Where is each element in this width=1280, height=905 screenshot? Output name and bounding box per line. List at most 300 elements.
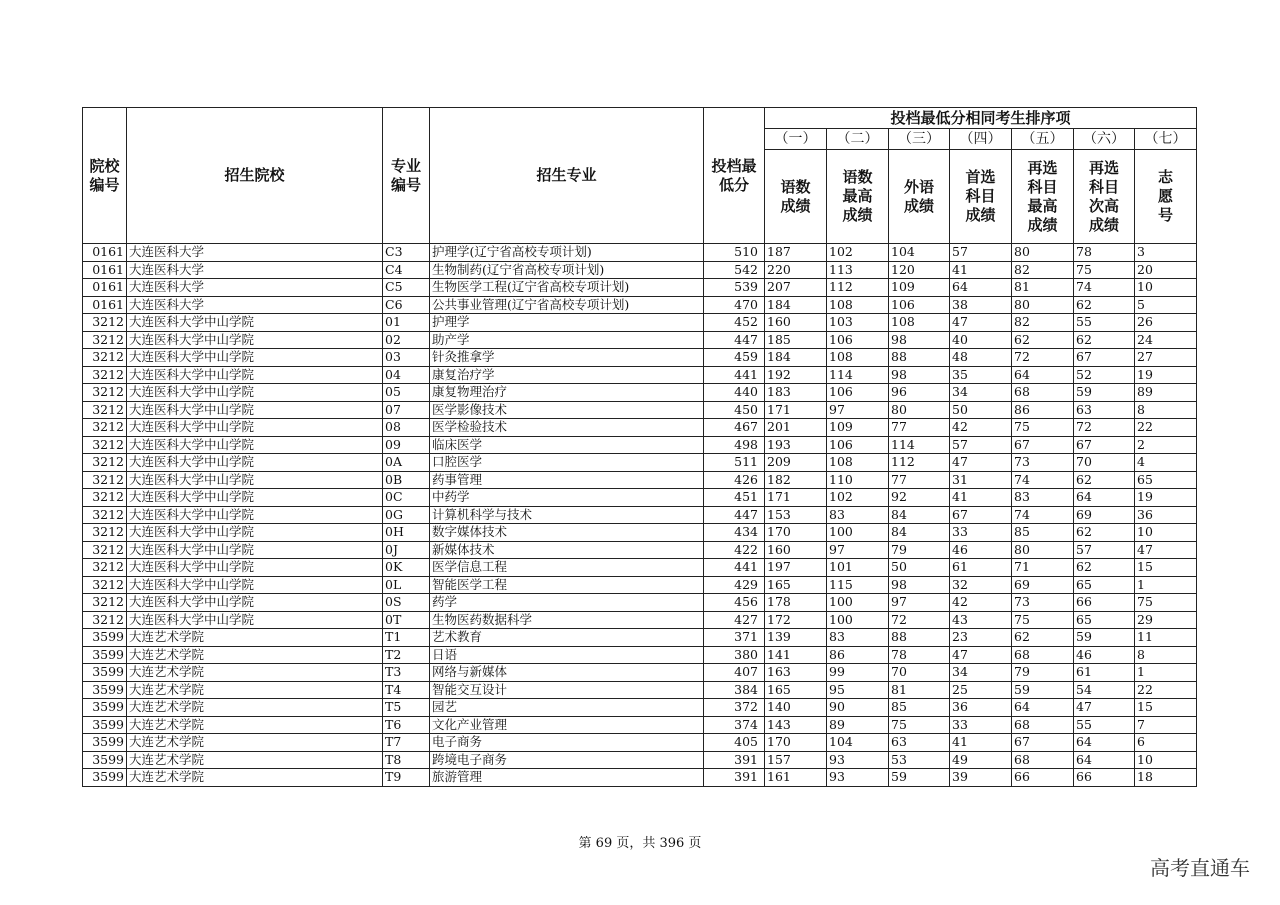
score-5-cell: 59 <box>1012 681 1074 699</box>
volunteer-no-cell: 75 <box>1135 594 1197 612</box>
table-row <box>83 681 1197 699</box>
school-code-cell: 3212 <box>83 331 127 349</box>
table-row <box>83 401 1197 419</box>
school-name-cell: 大连医科大学中山学院 <box>127 541 383 559</box>
school-code-cell: 3212 <box>83 454 127 472</box>
score-5-cell: 75 <box>1012 611 1074 629</box>
score-4-cell: 48 <box>950 349 1012 367</box>
score-1-cell: 163 <box>765 664 827 682</box>
header-sort-num: （一） <box>765 129 827 150</box>
school-name-cell: 大连艺术学院 <box>127 699 383 717</box>
header-min-score: 投档最低分 <box>704 108 765 244</box>
score-1-cell: 209 <box>765 454 827 472</box>
score-1-cell: 197 <box>765 559 827 577</box>
score-4-cell: 57 <box>950 436 1012 454</box>
score-4-cell: 36 <box>950 699 1012 717</box>
score-1-cell: 183 <box>765 384 827 402</box>
volunteer-no-cell: 1 <box>1135 664 1197 682</box>
min-score-cell: 539 <box>704 279 765 297</box>
score-3-cell: 96 <box>889 384 950 402</box>
score-3-cell: 50 <box>889 559 950 577</box>
score-6-cell: 67 <box>1074 349 1135 367</box>
score-2-cell: 83 <box>827 506 889 524</box>
min-score-cell: 405 <box>704 734 765 752</box>
header-sort-item: 外语成绩 <box>889 150 950 244</box>
min-score-cell: 451 <box>704 489 765 507</box>
score-4-cell: 64 <box>950 279 1012 297</box>
school-name-cell: 大连医科大学中山学院 <box>127 314 383 332</box>
min-score-cell: 459 <box>704 349 765 367</box>
major-code-cell: C3 <box>383 244 430 262</box>
school-name-cell: 大连艺术学院 <box>127 751 383 769</box>
school-code-cell: 3212 <box>83 471 127 489</box>
score-1-cell: 172 <box>765 611 827 629</box>
table-row <box>83 261 1197 279</box>
score-4-cell: 32 <box>950 576 1012 594</box>
score-3-cell: 98 <box>889 576 950 594</box>
score-2-cell: 110 <box>827 471 889 489</box>
school-code-cell: 3599 <box>83 751 127 769</box>
header-school: 招生院校 <box>127 108 383 244</box>
major-name-cell: 临床医学 <box>430 436 704 454</box>
score-1-cell: 201 <box>765 419 827 437</box>
score-6-cell: 65 <box>1074 576 1135 594</box>
score-3-cell: 78 <box>889 646 950 664</box>
major-code-cell: 09 <box>383 436 430 454</box>
score-3-cell: 88 <box>889 629 950 647</box>
major-name-cell: 药事管理 <box>430 471 704 489</box>
major-name-cell: 旅游管理 <box>430 769 704 787</box>
score-2-cell: 97 <box>827 401 889 419</box>
page-footer: 第 69 页，共 396 页 <box>578 836 702 851</box>
major-name-cell: 康复治疗学 <box>430 366 704 384</box>
score-3-cell: 77 <box>889 419 950 437</box>
school-code-cell: 3212 <box>83 436 127 454</box>
school-code-cell: 3599 <box>83 769 127 787</box>
score-3-cell: 81 <box>889 681 950 699</box>
score-5-cell: 62 <box>1012 331 1074 349</box>
min-score-cell: 470 <box>704 296 765 314</box>
score-3-cell: 97 <box>889 594 950 612</box>
score-4-cell: 42 <box>950 419 1012 437</box>
score-1-cell: 193 <box>765 436 827 454</box>
min-score-cell: 407 <box>704 664 765 682</box>
table-row <box>83 244 1197 262</box>
header-sort-item: 志愿号 <box>1135 150 1197 244</box>
score-1-cell: 139 <box>765 629 827 647</box>
school-name-cell: 大连艺术学院 <box>127 646 383 664</box>
school-code-cell: 3599 <box>83 629 127 647</box>
table-row <box>83 734 1197 752</box>
score-4-cell: 67 <box>950 506 1012 524</box>
min-score-cell: 450 <box>704 401 765 419</box>
score-5-cell: 66 <box>1012 769 1074 787</box>
score-2-cell: 93 <box>827 769 889 787</box>
volunteer-no-cell: 2 <box>1135 436 1197 454</box>
table-row <box>83 506 1197 524</box>
school-name-cell: 大连医科大学中山学院 <box>127 401 383 419</box>
score-5-cell: 80 <box>1012 541 1074 559</box>
table-row <box>83 366 1197 384</box>
table-row <box>83 454 1197 472</box>
score-5-cell: 85 <box>1012 524 1074 542</box>
table-body <box>83 244 1197 787</box>
major-code-cell: 0G <box>383 506 430 524</box>
school-name-cell: 大连艺术学院 <box>127 664 383 682</box>
major-code-cell: 04 <box>383 366 430 384</box>
school-code-cell: 3212 <box>83 594 127 612</box>
min-score-cell: 426 <box>704 471 765 489</box>
school-code-cell: 3212 <box>83 541 127 559</box>
volunteer-no-cell: 4 <box>1135 454 1197 472</box>
score-1-cell: 140 <box>765 699 827 717</box>
table-row <box>83 769 1197 787</box>
score-2-cell: 114 <box>827 366 889 384</box>
score-3-cell: 88 <box>889 349 950 367</box>
volunteer-no-cell: 22 <box>1135 419 1197 437</box>
major-code-cell: T8 <box>383 751 430 769</box>
table-row <box>83 664 1197 682</box>
volunteer-no-cell: 26 <box>1135 314 1197 332</box>
major-code-cell: 0C <box>383 489 430 507</box>
min-score-cell: 542 <box>704 261 765 279</box>
school-name-cell: 大连医科大学中山学院 <box>127 594 383 612</box>
score-5-cell: 75 <box>1012 419 1074 437</box>
table-row <box>83 594 1197 612</box>
score-3-cell: 70 <box>889 664 950 682</box>
table-row <box>83 471 1197 489</box>
major-name-cell: 园艺 <box>430 699 704 717</box>
major-name-cell: 助产学 <box>430 331 704 349</box>
major-code-cell: 0L <box>383 576 430 594</box>
score-6-cell: 61 <box>1074 664 1135 682</box>
min-score-cell: 498 <box>704 436 765 454</box>
score-5-cell: 64 <box>1012 699 1074 717</box>
major-code-cell: T1 <box>383 629 430 647</box>
major-code-cell: T9 <box>383 769 430 787</box>
major-name-cell: 公共事业管理(辽宁省高校专项计划) <box>430 296 704 314</box>
school-code-cell: 3212 <box>83 576 127 594</box>
major-name-cell: 医学检验技术 <box>430 419 704 437</box>
min-score-cell: 452 <box>704 314 765 332</box>
major-code-cell: 0S <box>383 594 430 612</box>
min-score-cell: 511 <box>704 454 765 472</box>
score-5-cell: 67 <box>1012 734 1074 752</box>
score-2-cell: 101 <box>827 559 889 577</box>
score-6-cell: 75 <box>1074 261 1135 279</box>
school-code-cell: 3599 <box>83 681 127 699</box>
table-row <box>83 751 1197 769</box>
school-code-cell: 3212 <box>83 419 127 437</box>
score-6-cell: 65 <box>1074 611 1135 629</box>
major-code-cell: T7 <box>383 734 430 752</box>
score-2-cell: 102 <box>827 489 889 507</box>
score-4-cell: 43 <box>950 611 1012 629</box>
header-sort-num: （五） <box>1012 129 1074 150</box>
score-5-cell: 79 <box>1012 664 1074 682</box>
score-6-cell: 64 <box>1074 489 1135 507</box>
volunteer-no-cell: 1 <box>1135 576 1197 594</box>
table-row <box>83 699 1197 717</box>
score-2-cell: 104 <box>827 734 889 752</box>
table-row <box>83 646 1197 664</box>
score-3-cell: 114 <box>889 436 950 454</box>
school-name-cell: 大连医科大学 <box>127 296 383 314</box>
major-code-cell: 0T <box>383 611 430 629</box>
score-6-cell: 62 <box>1074 559 1135 577</box>
score-3-cell: 77 <box>889 471 950 489</box>
volunteer-no-cell: 20 <box>1135 261 1197 279</box>
major-code-cell: T6 <box>383 716 430 734</box>
table-row <box>83 384 1197 402</box>
score-4-cell: 47 <box>950 646 1012 664</box>
score-6-cell: 63 <box>1074 401 1135 419</box>
score-6-cell: 66 <box>1074 769 1135 787</box>
score-3-cell: 63 <box>889 734 950 752</box>
min-score-cell: 391 <box>704 769 765 787</box>
score-4-cell: 33 <box>950 716 1012 734</box>
score-2-cell: 115 <box>827 576 889 594</box>
major-code-cell: 0J <box>383 541 430 559</box>
score-2-cell: 103 <box>827 314 889 332</box>
school-code-cell: 3212 <box>83 611 127 629</box>
score-5-cell: 81 <box>1012 279 1074 297</box>
score-4-cell: 34 <box>950 664 1012 682</box>
major-name-cell: 护理学(辽宁省高校专项计划) <box>430 244 704 262</box>
major-code-cell: 03 <box>383 349 430 367</box>
score-2-cell: 86 <box>827 646 889 664</box>
school-name-cell: 大连医科大学 <box>127 261 383 279</box>
major-name-cell: 药学 <box>430 594 704 612</box>
table-row <box>83 436 1197 454</box>
volunteer-no-cell: 10 <box>1135 751 1197 769</box>
score-3-cell: 80 <box>889 401 950 419</box>
major-code-cell: 01 <box>383 314 430 332</box>
score-5-cell: 86 <box>1012 401 1074 419</box>
volunteer-no-cell: 7 <box>1135 716 1197 734</box>
major-code-cell: 0B <box>383 471 430 489</box>
score-1-cell: 141 <box>765 646 827 664</box>
table-row <box>83 279 1197 297</box>
score-4-cell: 34 <box>950 384 1012 402</box>
score-3-cell: 120 <box>889 261 950 279</box>
score-6-cell: 72 <box>1074 419 1135 437</box>
score-2-cell: 95 <box>827 681 889 699</box>
score-4-cell: 38 <box>950 296 1012 314</box>
score-6-cell: 78 <box>1074 244 1135 262</box>
school-code-cell: 0161 <box>83 261 127 279</box>
min-score-cell: 434 <box>704 524 765 542</box>
score-2-cell: 100 <box>827 524 889 542</box>
header-sort-item: 首选科目成绩 <box>950 150 1012 244</box>
header-sort-item: 语数成绩 <box>765 150 827 244</box>
score-3-cell: 53 <box>889 751 950 769</box>
score-4-cell: 25 <box>950 681 1012 699</box>
min-score-cell: 374 <box>704 716 765 734</box>
major-code-cell: C4 <box>383 261 430 279</box>
min-score-cell: 429 <box>704 576 765 594</box>
score-1-cell: 161 <box>765 769 827 787</box>
major-name-cell: 生物医药数据科学 <box>430 611 704 629</box>
score-5-cell: 82 <box>1012 261 1074 279</box>
major-code-cell: 0H <box>383 524 430 542</box>
school-code-cell: 3599 <box>83 646 127 664</box>
volunteer-no-cell: 10 <box>1135 524 1197 542</box>
school-name-cell: 大连医科大学中山学院 <box>127 454 383 472</box>
score-3-cell: 112 <box>889 454 950 472</box>
score-3-cell: 104 <box>889 244 950 262</box>
score-6-cell: 64 <box>1074 734 1135 752</box>
major-name-cell: 口腔医学 <box>430 454 704 472</box>
score-1-cell: 171 <box>765 401 827 419</box>
score-3-cell: 72 <box>889 611 950 629</box>
score-1-cell: 170 <box>765 734 827 752</box>
score-2-cell: 93 <box>827 751 889 769</box>
score-5-cell: 68 <box>1012 646 1074 664</box>
volunteer-no-cell: 29 <box>1135 611 1197 629</box>
score-1-cell: 182 <box>765 471 827 489</box>
score-2-cell: 113 <box>827 261 889 279</box>
min-score-cell: 372 <box>704 699 765 717</box>
volunteer-no-cell: 19 <box>1135 366 1197 384</box>
volunteer-no-cell: 8 <box>1135 401 1197 419</box>
score-6-cell: 62 <box>1074 471 1135 489</box>
score-4-cell: 49 <box>950 751 1012 769</box>
score-6-cell: 55 <box>1074 716 1135 734</box>
score-6-cell: 46 <box>1074 646 1135 664</box>
school-name-cell: 大连医科大学中山学院 <box>127 506 383 524</box>
major-name-cell: 生物制药(辽宁省高校专项计划) <box>430 261 704 279</box>
major-name-cell: 针灸推拿学 <box>430 349 704 367</box>
min-score-cell: 371 <box>704 629 765 647</box>
school-name-cell: 大连医科大学 <box>127 279 383 297</box>
min-score-cell: 447 <box>704 506 765 524</box>
score-1-cell: 170 <box>765 524 827 542</box>
score-5-cell: 68 <box>1012 751 1074 769</box>
school-name-cell: 大连艺术学院 <box>127 716 383 734</box>
score-1-cell: 165 <box>765 681 827 699</box>
score-2-cell: 97 <box>827 541 889 559</box>
volunteer-no-cell: 11 <box>1135 629 1197 647</box>
score-3-cell: 79 <box>889 541 950 559</box>
score-4-cell: 33 <box>950 524 1012 542</box>
score-1-cell: 220 <box>765 261 827 279</box>
score-6-cell: 74 <box>1074 279 1135 297</box>
major-name-cell: 中药学 <box>430 489 704 507</box>
school-code-cell: 0161 <box>83 296 127 314</box>
min-score-cell: 440 <box>704 384 765 402</box>
score-4-cell: 39 <box>950 769 1012 787</box>
min-score-cell: 510 <box>704 244 765 262</box>
major-code-cell: 08 <box>383 419 430 437</box>
major-name-cell: 数字媒体技术 <box>430 524 704 542</box>
major-name-cell: 文化产业管理 <box>430 716 704 734</box>
score-4-cell: 47 <box>950 454 1012 472</box>
score-5-cell: 71 <box>1012 559 1074 577</box>
table-row <box>83 349 1197 367</box>
score-5-cell: 80 <box>1012 244 1074 262</box>
score-2-cell: 99 <box>827 664 889 682</box>
score-3-cell: 106 <box>889 296 950 314</box>
score-2-cell: 109 <box>827 419 889 437</box>
score-4-cell: 35 <box>950 366 1012 384</box>
score-6-cell: 54 <box>1074 681 1135 699</box>
major-name-cell: 护理学 <box>430 314 704 332</box>
score-3-cell: 75 <box>889 716 950 734</box>
score-6-cell: 66 <box>1074 594 1135 612</box>
score-6-cell: 59 <box>1074 384 1135 402</box>
major-code-cell: T4 <box>383 681 430 699</box>
header-sort-num: （六） <box>1074 129 1135 150</box>
score-4-cell: 47 <box>950 314 1012 332</box>
table-row <box>83 489 1197 507</box>
score-3-cell: 98 <box>889 366 950 384</box>
table-row <box>83 314 1197 332</box>
score-5-cell: 67 <box>1012 436 1074 454</box>
volunteer-no-cell: 18 <box>1135 769 1197 787</box>
score-1-cell: 207 <box>765 279 827 297</box>
score-5-cell: 62 <box>1012 629 1074 647</box>
school-name-cell: 大连医科大学中山学院 <box>127 559 383 577</box>
score-4-cell: 41 <box>950 261 1012 279</box>
major-name-cell: 艺术教育 <box>430 629 704 647</box>
header-sort-item: 再选科目次高成绩 <box>1074 150 1135 244</box>
min-score-cell: 447 <box>704 331 765 349</box>
school-name-cell: 大连医科大学中山学院 <box>127 489 383 507</box>
header-sort-num: （三） <box>889 129 950 150</box>
score-6-cell: 59 <box>1074 629 1135 647</box>
header-sort-num: （四） <box>950 129 1012 150</box>
score-3-cell: 84 <box>889 524 950 542</box>
major-name-cell: 生物医学工程(辽宁省高校专项计划) <box>430 279 704 297</box>
school-code-cell: 3212 <box>83 401 127 419</box>
volunteer-no-cell: 8 <box>1135 646 1197 664</box>
score-6-cell: 62 <box>1074 524 1135 542</box>
table-row <box>83 419 1197 437</box>
min-score-cell: 384 <box>704 681 765 699</box>
score-2-cell: 108 <box>827 349 889 367</box>
table-row <box>83 541 1197 559</box>
score-2-cell: 112 <box>827 279 889 297</box>
min-score-cell: 427 <box>704 611 765 629</box>
header-sort-num: （二） <box>827 129 889 150</box>
score-1-cell: 160 <box>765 314 827 332</box>
volunteer-no-cell: 5 <box>1135 296 1197 314</box>
score-5-cell: 74 <box>1012 471 1074 489</box>
score-4-cell: 23 <box>950 629 1012 647</box>
score-4-cell: 57 <box>950 244 1012 262</box>
volunteer-no-cell: 89 <box>1135 384 1197 402</box>
score-4-cell: 40 <box>950 331 1012 349</box>
table-row <box>83 576 1197 594</box>
brand-watermark: 高考直通车 <box>1150 856 1250 880</box>
min-score-cell: 456 <box>704 594 765 612</box>
score-6-cell: 70 <box>1074 454 1135 472</box>
score-2-cell: 100 <box>827 611 889 629</box>
major-name-cell: 计算机科学与技术 <box>430 506 704 524</box>
major-code-cell: 05 <box>383 384 430 402</box>
volunteer-no-cell: 15 <box>1135 699 1197 717</box>
score-4-cell: 42 <box>950 594 1012 612</box>
score-5-cell: 73 <box>1012 454 1074 472</box>
score-2-cell: 89 <box>827 716 889 734</box>
table-row <box>83 611 1197 629</box>
major-name-cell: 电子商务 <box>430 734 704 752</box>
score-1-cell: 160 <box>765 541 827 559</box>
score-1-cell: 171 <box>765 489 827 507</box>
school-code-cell: 0161 <box>83 279 127 297</box>
score-3-cell: 59 <box>889 769 950 787</box>
